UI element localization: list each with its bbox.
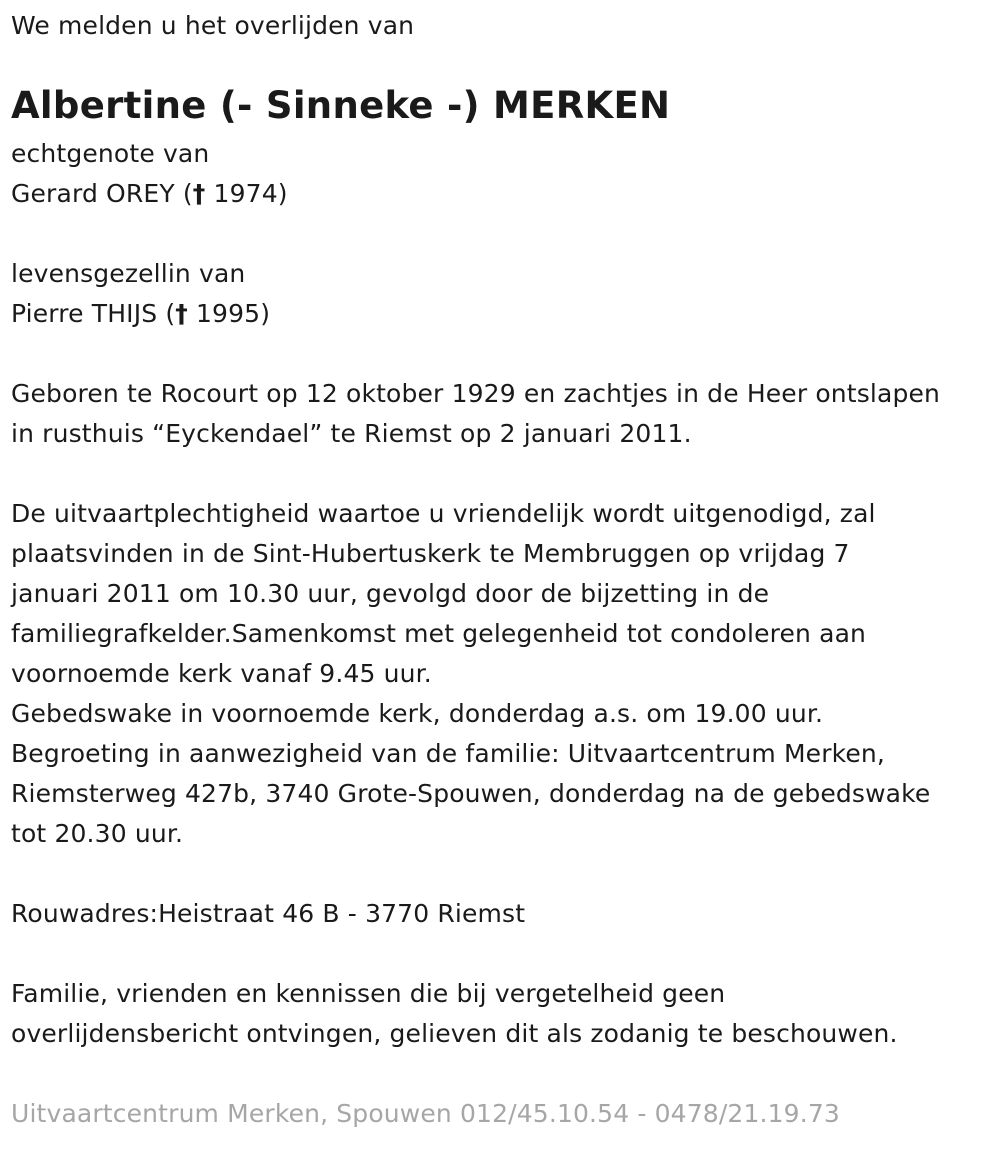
partner-death-year: 1995) xyxy=(187,299,271,328)
funeral-line: tot 20.30 uur. xyxy=(11,819,184,848)
closing-line: Familie, vrienden en kennissen die bij vergetelheid geen xyxy=(11,979,726,1008)
funeral-line: Riemsterweg 427b, 3740 Grote-Spouwen, donderdag na de gebedswake xyxy=(11,779,931,808)
partner-name: Pierre THIJS ( xyxy=(11,299,176,328)
deceased-name: Albertine (- Sinneke -) MERKEN xyxy=(11,84,671,127)
spouse-label: echtgenote van xyxy=(11,139,210,168)
mourning-address: Rouwadres:Heistraat 46 B - 3770 Riemst xyxy=(11,899,526,928)
funeral-line: familiegrafkelder.Samenkomst met gelegenheid tot condoleren aan xyxy=(11,619,867,648)
spouse-death-year: 1974) xyxy=(205,179,288,208)
funeral-line: voornoemde kerk vanaf 9.45 uur. xyxy=(11,659,432,688)
funeral-home-contact: Uitvaartcentrum Merken, Spouwen 012/45.10.54 - 0478/21.19.73 xyxy=(11,1099,840,1128)
funeral-line: Begroeting in aanwezigheid van de familie: Uitvaartcentrum Merken, xyxy=(11,739,885,768)
spouse-name-line xyxy=(11,174,288,214)
partner-name-line xyxy=(11,294,270,334)
cross-icon: † xyxy=(192,179,206,208)
funeral-line: Gebedswake in voornoemde kerk, donderdag a.s. om 19.00 uur. xyxy=(11,699,824,728)
birth-death-line: Geboren te Rocourt op 12 oktober 1929 en zachtjes in de Heer ontslapen xyxy=(11,379,941,408)
closing-line: overlijdensbericht ontvingen, gelieven dit als zodanig te beschouwen. xyxy=(11,1019,898,1048)
partner-label: levensgezellin van xyxy=(11,259,246,288)
funeral-line: januari 2011 om 10.30 uur, gevolgd door de bijzetting in de xyxy=(11,579,770,608)
funeral-line: De uitvaartplechtigheid waartoe u vriendelijk wordt uitgenodigd, zal xyxy=(11,499,876,528)
intro-text: We melden u het overlijden van xyxy=(11,11,415,40)
spouse-name: Gerard OREY ( xyxy=(11,179,193,208)
cross-icon: † xyxy=(175,299,188,328)
funeral-line: plaatsvinden in de Sint-Hubertuskerk te Membruggen op vrijdag 7 xyxy=(11,539,850,568)
birth-death-line: in rusthuis “Eyckendael” te Riemst op 2 januari 2011. xyxy=(11,419,692,448)
